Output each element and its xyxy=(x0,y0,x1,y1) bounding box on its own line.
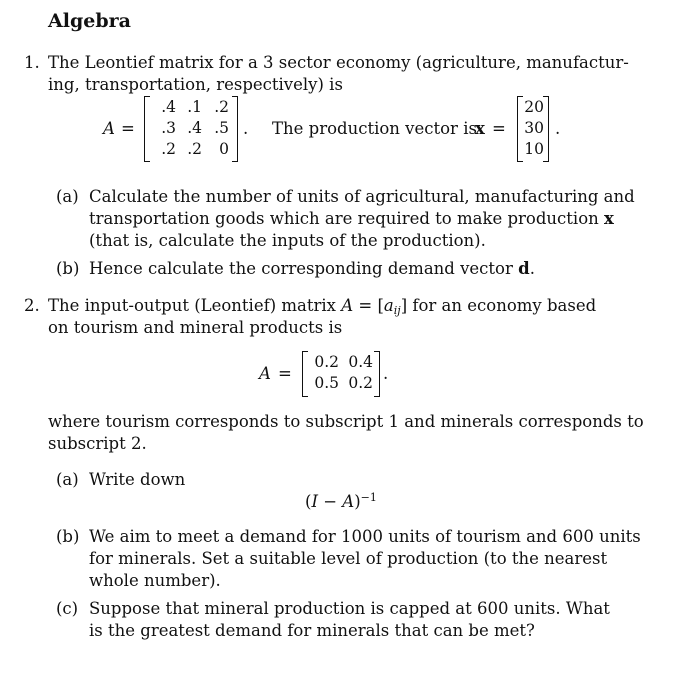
q2-part-c-label: (c) xyxy=(56,599,79,618)
q1-matrix-cell: .4 xyxy=(187,119,202,137)
q1-equals: = xyxy=(121,119,135,138)
q1-vector-dot: . xyxy=(555,119,561,138)
q1-part-a-label: (a) xyxy=(56,187,79,206)
q2-matrix-cell: 0.4 xyxy=(348,353,373,371)
q1-matrix-row xyxy=(151,118,229,139)
q2-part-a-label: (a) xyxy=(56,470,79,489)
q2-intro-rb: ] xyxy=(400,296,408,315)
q1-leontief-matrix xyxy=(144,96,238,162)
q2-part-c-line2: is the greatest demand for minerals that can be met? xyxy=(89,621,535,640)
q1-matrix-cell: .4 xyxy=(161,98,176,116)
q1-production-vector xyxy=(517,96,549,162)
question-2-intro-line1 xyxy=(48,295,596,317)
q1-part-a-line1: Calculate the number of units of agricultural, manufacturing and xyxy=(89,187,635,206)
q1-vector-row xyxy=(522,118,544,139)
q1-production-equals: = xyxy=(492,119,506,138)
q2-equals: = xyxy=(278,364,292,383)
q1-matrix-row xyxy=(151,97,229,118)
q2-part-b-line2: for minerals. Set a suitable level of production (to the nearest xyxy=(89,549,608,568)
q1-matrix-cell: .2 xyxy=(187,140,202,158)
q1-part-a-line2-text: transportation goods which are required to make production xyxy=(89,209,599,228)
q1-part-b-text: Hence calculate the corresponding demand vector xyxy=(89,259,513,278)
question-1-intro-line1: The Leontief matrix for a 3 sector economy (agriculture, manufactur- xyxy=(48,53,629,72)
q1-part-b-line xyxy=(89,258,535,280)
q1-production-text: The production vector is xyxy=(272,119,477,138)
q1-part-a-line2 xyxy=(89,208,614,230)
q1-vector-cell: 10 xyxy=(524,140,544,158)
q1-matrix-dot: . xyxy=(243,119,249,138)
formula-matrix: A xyxy=(342,492,355,511)
q1-part-a-var: x xyxy=(604,209,614,228)
q2-part-c-line1: Suppose that mineral production is capped at 600 units. What xyxy=(89,599,610,618)
q2-intro-a: The input-output (Leontief) matrix xyxy=(48,296,336,315)
q1-part-a-line3: (that is, calculate the inputs of the production). xyxy=(89,231,486,250)
q2-intro-b: for an economy based xyxy=(412,296,597,315)
q2-part-b-line1: We aim to meet a demand for 1000 units of tourism and 600 units xyxy=(89,527,641,546)
question-2-intro-line2: on tourism and mineral products is xyxy=(48,318,343,337)
q1-matrix-label: A xyxy=(103,119,115,138)
q1-matrix-cell: .3 xyxy=(161,119,176,137)
q2-after-line1: where tourism corresponds to subscript 1 and minerals corresponds to xyxy=(48,412,644,431)
q1-matrix-cell: 0 xyxy=(219,140,229,158)
q2-matrix-cell: 0.5 xyxy=(314,374,339,392)
q2-intro-eq: = xyxy=(358,296,373,315)
formula-identity: I xyxy=(311,492,318,511)
q1-part-b-end: . xyxy=(529,259,535,278)
q1-matrix-cell: .5 xyxy=(214,119,229,137)
q2-matrix-row xyxy=(309,373,373,394)
q2-part-b-label: (b) xyxy=(56,527,80,546)
q1-matrix-cell: .1 xyxy=(187,98,202,116)
question-1-number: 1. xyxy=(24,53,40,72)
q2-matrix-row xyxy=(309,352,373,373)
q2-leontief-matrix xyxy=(302,351,380,397)
q2-part-a-text: Write down xyxy=(89,470,186,489)
q2-part-b-line3: whole number). xyxy=(89,571,221,590)
q1-production-var: x xyxy=(475,119,485,138)
q1-matrix-row xyxy=(151,139,229,160)
q2-matrix-cell: 0.2 xyxy=(314,353,339,371)
q1-vector-cell: 30 xyxy=(524,119,544,137)
q2-intro-aij: a xyxy=(383,296,394,315)
section-title: Algebra xyxy=(48,10,131,32)
q2-matrix-label: A xyxy=(259,364,271,383)
formula-exponent: −1 xyxy=(360,491,377,504)
q1-vector-row xyxy=(522,97,544,118)
question-1-intro-line2: ing, transportation, respectively) is xyxy=(48,75,343,94)
q2-intro-var: A xyxy=(341,296,354,315)
q2-part-a-formula xyxy=(305,491,377,513)
q1-matrix-cell: .2 xyxy=(161,140,176,158)
q2-matrix-dot: . xyxy=(383,364,389,383)
formula-minus: − xyxy=(323,492,338,511)
q2-intro-aij-sub: ij xyxy=(393,304,401,317)
q2-intro-lb: [ xyxy=(377,296,384,315)
q2-matrix-cell: 0.2 xyxy=(348,374,373,392)
question-2-number: 2. xyxy=(24,296,40,315)
formula-open-paren: ( xyxy=(305,492,312,511)
q1-part-b-var: d xyxy=(518,259,530,278)
q1-vector-row xyxy=(522,139,544,160)
q1-matrix-cell: .2 xyxy=(214,98,229,116)
q1-vector-cell: 20 xyxy=(524,98,544,116)
q1-part-b-label: (b) xyxy=(56,259,80,278)
q2-after-line2: subscript 2. xyxy=(48,434,147,453)
formula-close-paren: ) xyxy=(354,492,361,511)
